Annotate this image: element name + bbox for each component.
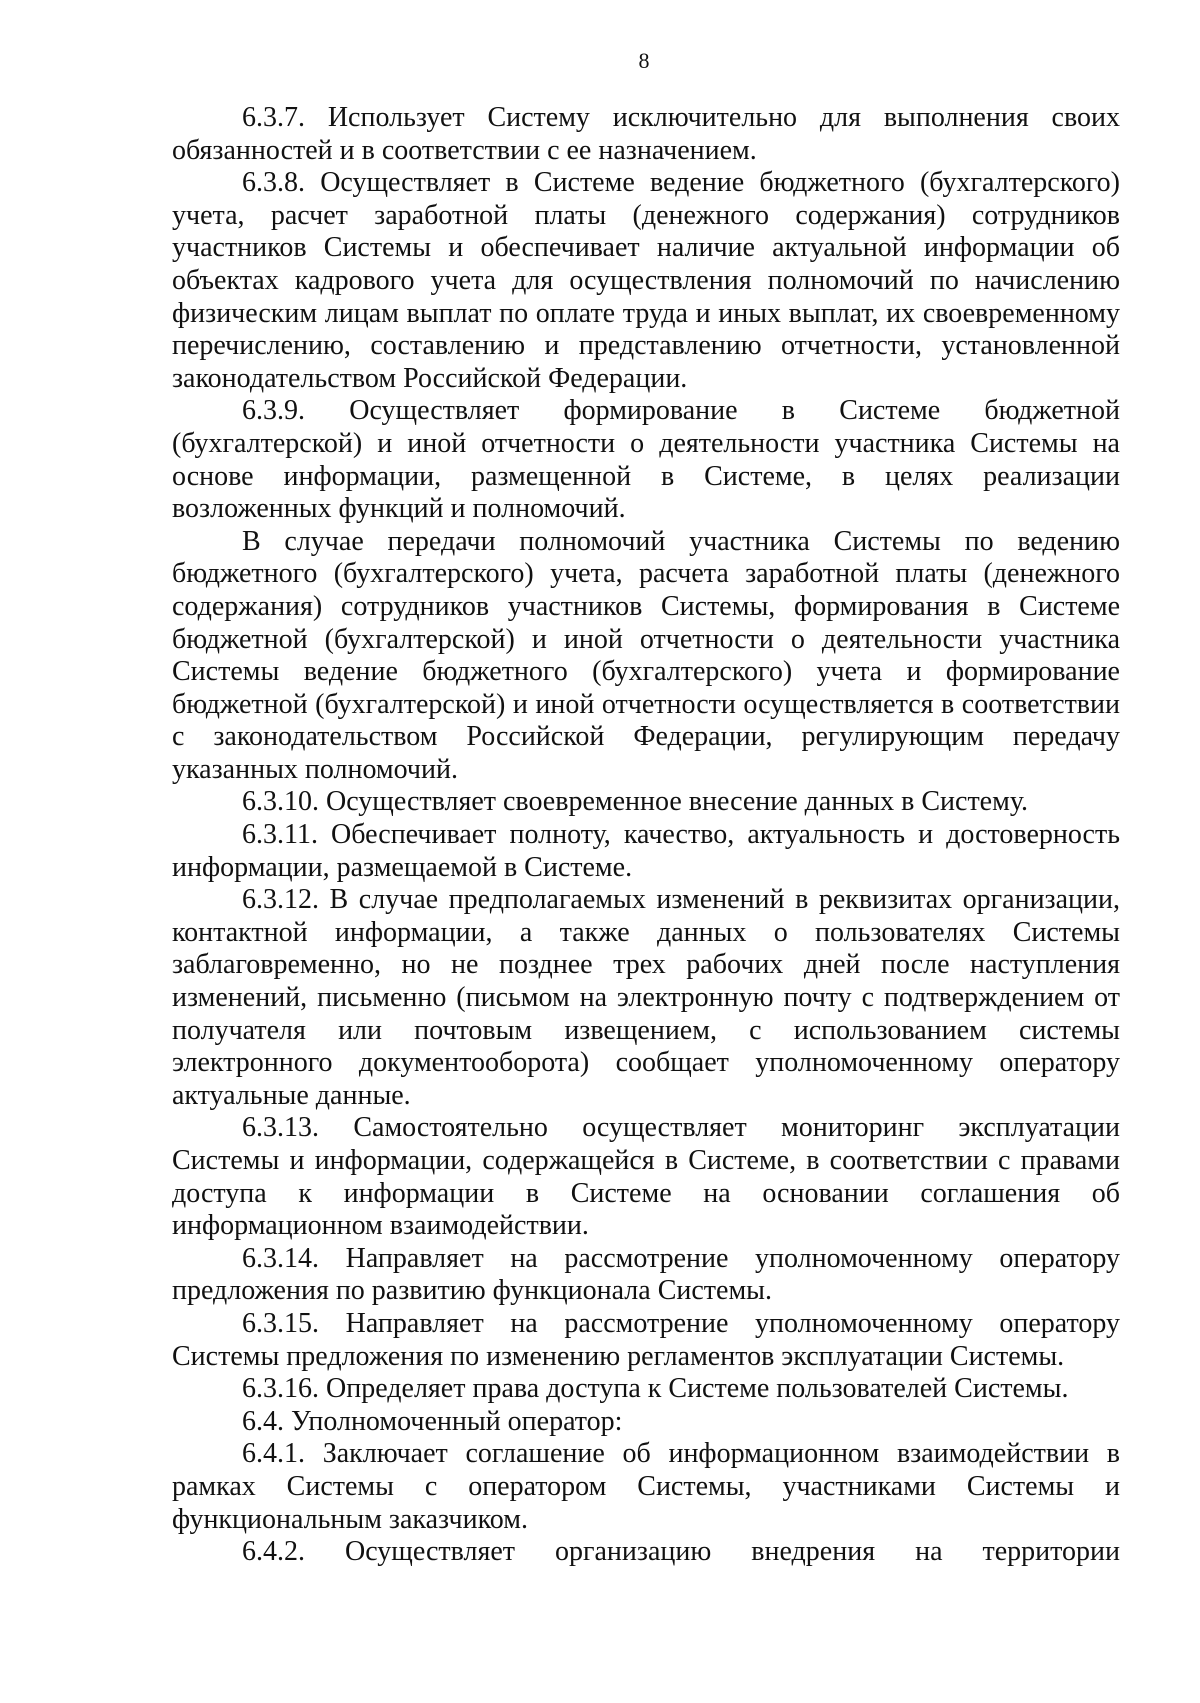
paragraph-6-4-2: 6.4.2. Осуществляет организацию внедрения на территории [242,1536,1120,1568]
paragraph-6-3-15: 6.3.15. Направляет на рассмотрение уполномоченному оператору Системы предложения по изменению регламентов эксплуатации Системы. [172,1307,1120,1372]
paragraph-delegation-note: В случае передачи полномочий участника Системы по ведению бюджетного (бухгалтерского) учета, расчета заработной платы (денежного содержания) сотрудников участников Системы, формирования в Системе бюджетной (бухгалтерской) и иной отчетности о деятельности участника Системы ведение бюджетного (бухгалтерского) учета и формирование бюджетной (бухгалтерской) и иной отчетности осуществляется в соответствии с законодательством Российской Федерации, регулирующим передачу указанных полномочий. [172,525,1120,785]
paragraph-6-3-14: 6.3.14. Направляет на рассмотрение уполномоченному оператору предложения по развитию функционала Системы. [172,1242,1120,1307]
paragraph-6-3-8: 6.3.8. Осуществляет в Системе ведение бюджетного (бухгалтерского) учета, расчет заработной платы (денежного содержания) сотрудников участников Системы и обеспечивает наличие актуальной информации об объектах кадрового учета для осуществления полномочий по начислению физическим лицам выплат по оплате труда и иных выплат, их своевременному перечислению, составлению и представлению отчетности, установленной законодательством Российской Федерации. [172,167,1120,394]
paragraph-6-3-7: 6.3.7. Использует Систему исключительно для выполнения своих обязанностей и в соответствии с ее назначением. [172,102,1120,166]
page-number: 8 [638,48,650,73]
paragraph-6-3-10: 6.3.10. Осуществляет своевременное внесение данных в Систему. [242,786,1029,818]
paragraph-6-4-1: 6.4.1. Заключает соглашение об информационном взаимодействии в рамках Системы с оператором Системы, участниками Системы и функциональным заказчиком. [172,1438,1120,1535]
paragraph-6-3-13: 6.3.13. Самостоятельно осуществляет мониторинг эксплуатации Системы и информации, содержащейся в Системе, в соответствии с правами доступа к информации в Системе на основании соглашения об информационном взаимодействии. [172,1112,1120,1242]
paragraph-6-4: 6.4. Уполномоченный оператор: [242,1405,623,1437]
paragraph-6-3-16: 6.3.16. Определяет права доступа к Системе пользователей Системы. [242,1373,1069,1405]
paragraph-6-3-9: 6.3.9. Осуществляет формирование в Системе бюджетной (бухгалтерской) и иной отчетности о деятельности участника Системы на основе информации, размещенной в Системе, в целях реализации возложенных функций и полномочий. [172,395,1120,525]
document-body [172,102,1120,1569]
paragraph-6-3-12: 6.3.12. В случае предполагаемых изменений в реквизитах организации, контактной информации, а также данных о пользователях Системы заблаговременно, но не позднее трех рабочих дней после наступления изменений, письменно (письмом на электронную почту с подтверждением от получателя или почтовым извещением, с использованием системы электронного документооборота) сообщает уполномоченному оператору актуальные данные. [172,884,1120,1111]
paragraph-6-3-11: 6.3.11. Обеспечивает полноту, качество, актуальность и достоверность информации, размещаемой в Системе. [172,819,1120,883]
